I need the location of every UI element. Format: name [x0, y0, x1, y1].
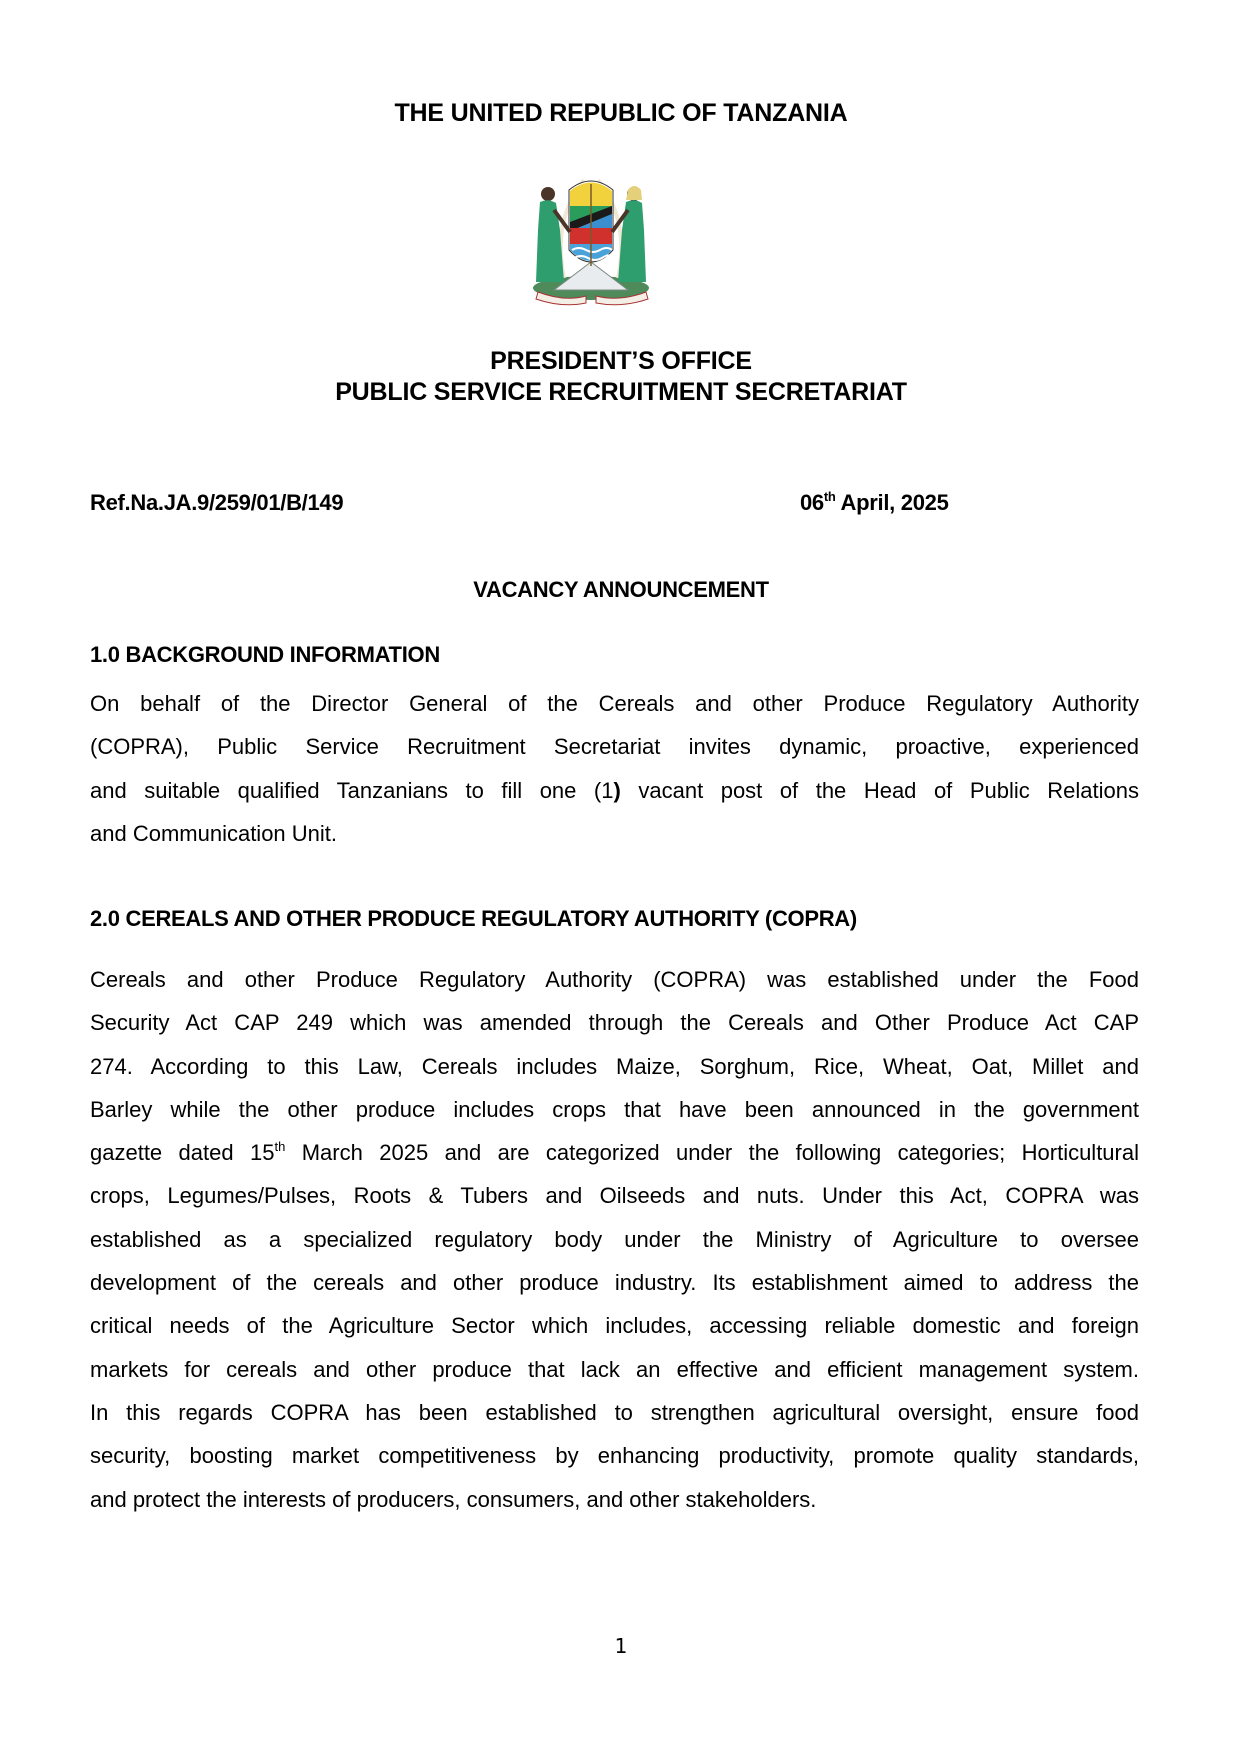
paragraph-line	[90, 1131, 1139, 1174]
reference-number: Ref.Na.JA.9/259/01/B/149	[90, 490, 344, 515]
paragraph-line: Cereals and other Produce Regulatory Authority (COPRA) was established under the Food	[90, 967, 1139, 992]
line-segment: gazette dated 15	[90, 1140, 275, 1166]
paragraph-line: 274. According to this Law, Cereals includes Maize, Sorghum, Rice, Wheat, Oat, Millet and	[90, 1053, 1139, 1079]
line-segment: vacant post of the Head of Public Relations	[620, 777, 1139, 803]
country-title: THE UNITED REPUBLIC OF TANZANIA	[394, 99, 848, 127]
background-paragraph	[90, 682, 1139, 855]
tanzania-coat-of-arms-icon	[524, 170, 658, 306]
paragraph-line: Security Act CAP 249 which was amended through the Cereals and Other Produce Act CAP	[90, 1010, 1139, 1036]
paragraph-line: markets for cereals and other produce that lack an effective and efficient management system.	[90, 1356, 1139, 1382]
paragraph-line: In this regards COPRA has been established to strengthen agricultural oversight, ensure food	[90, 1399, 1139, 1425]
section-heading-background: 1.0 BACKGROUND INFORMATION	[90, 642, 440, 667]
copra-paragraph	[90, 958, 1139, 1521]
section-heading-copra: 2.0 CEREALS AND OTHER PRODUCE REGULATORY AUTHORITY (COPRA)	[90, 906, 857, 931]
paragraph-line: (COPRA), Public Service Recruitment Secretariat invites dynamic, proactive, experienced	[90, 734, 1139, 760]
paragraph-line: On behalf of the Director General of the Cereals and other Produce Regulatory Authority	[90, 691, 1139, 716]
secretariat-name: PUBLIC SERVICE RECRUITMENT SECRETARIAT	[335, 378, 907, 406]
paragraph-line: critical needs of the Agriculture Sector which includes, accessing reliable domestic and foreign	[90, 1313, 1139, 1339]
paragraph-line: security, boosting market competitiveness by enhancing productivity, promote quality standards,	[90, 1443, 1139, 1469]
office-heading	[0, 346, 1242, 408]
paragraph-line: established as a specialized regulatory body under the Ministry of Agriculture to oversee	[90, 1226, 1139, 1252]
paragraph-line: Barley while the other produce includes crops that have been announced in the government	[90, 1096, 1139, 1122]
date-month-year: April, 2025	[835, 490, 949, 515]
page-number: 1	[614, 1634, 628, 1658]
paragraph-line: development of the cereals and other produce industry. Its establishment aimed to address the	[90, 1270, 1139, 1296]
office-name: PRESIDENT’S OFFICE	[490, 347, 752, 375]
line-segment: March 2025 and are categorized under the following categories; Horticultural	[285, 1140, 1139, 1166]
paragraph-line: and protect the interests of producers, consumers, and other stakeholders.	[90, 1486, 817, 1512]
ordinal-suffix: th	[274, 1139, 286, 1155]
document-date	[800, 490, 949, 516]
bold-paren: )	[613, 777, 621, 803]
announcement-title: VACANCY ANNOUNCEMENT	[473, 577, 769, 602]
line-segment: and suitable qualified Tanzanians to fill one (1	[90, 777, 614, 803]
date-day: 06	[800, 490, 824, 515]
paragraph-line	[90, 769, 1139, 812]
paragraph-line: crops, Legumes/Pulses, Roots & Tubers and Oilseeds and nuts. Under this Act, COPRA was	[90, 1183, 1139, 1209]
date-suffix: th	[823, 489, 836, 504]
paragraph-line: and Communication Unit.	[90, 820, 338, 846]
